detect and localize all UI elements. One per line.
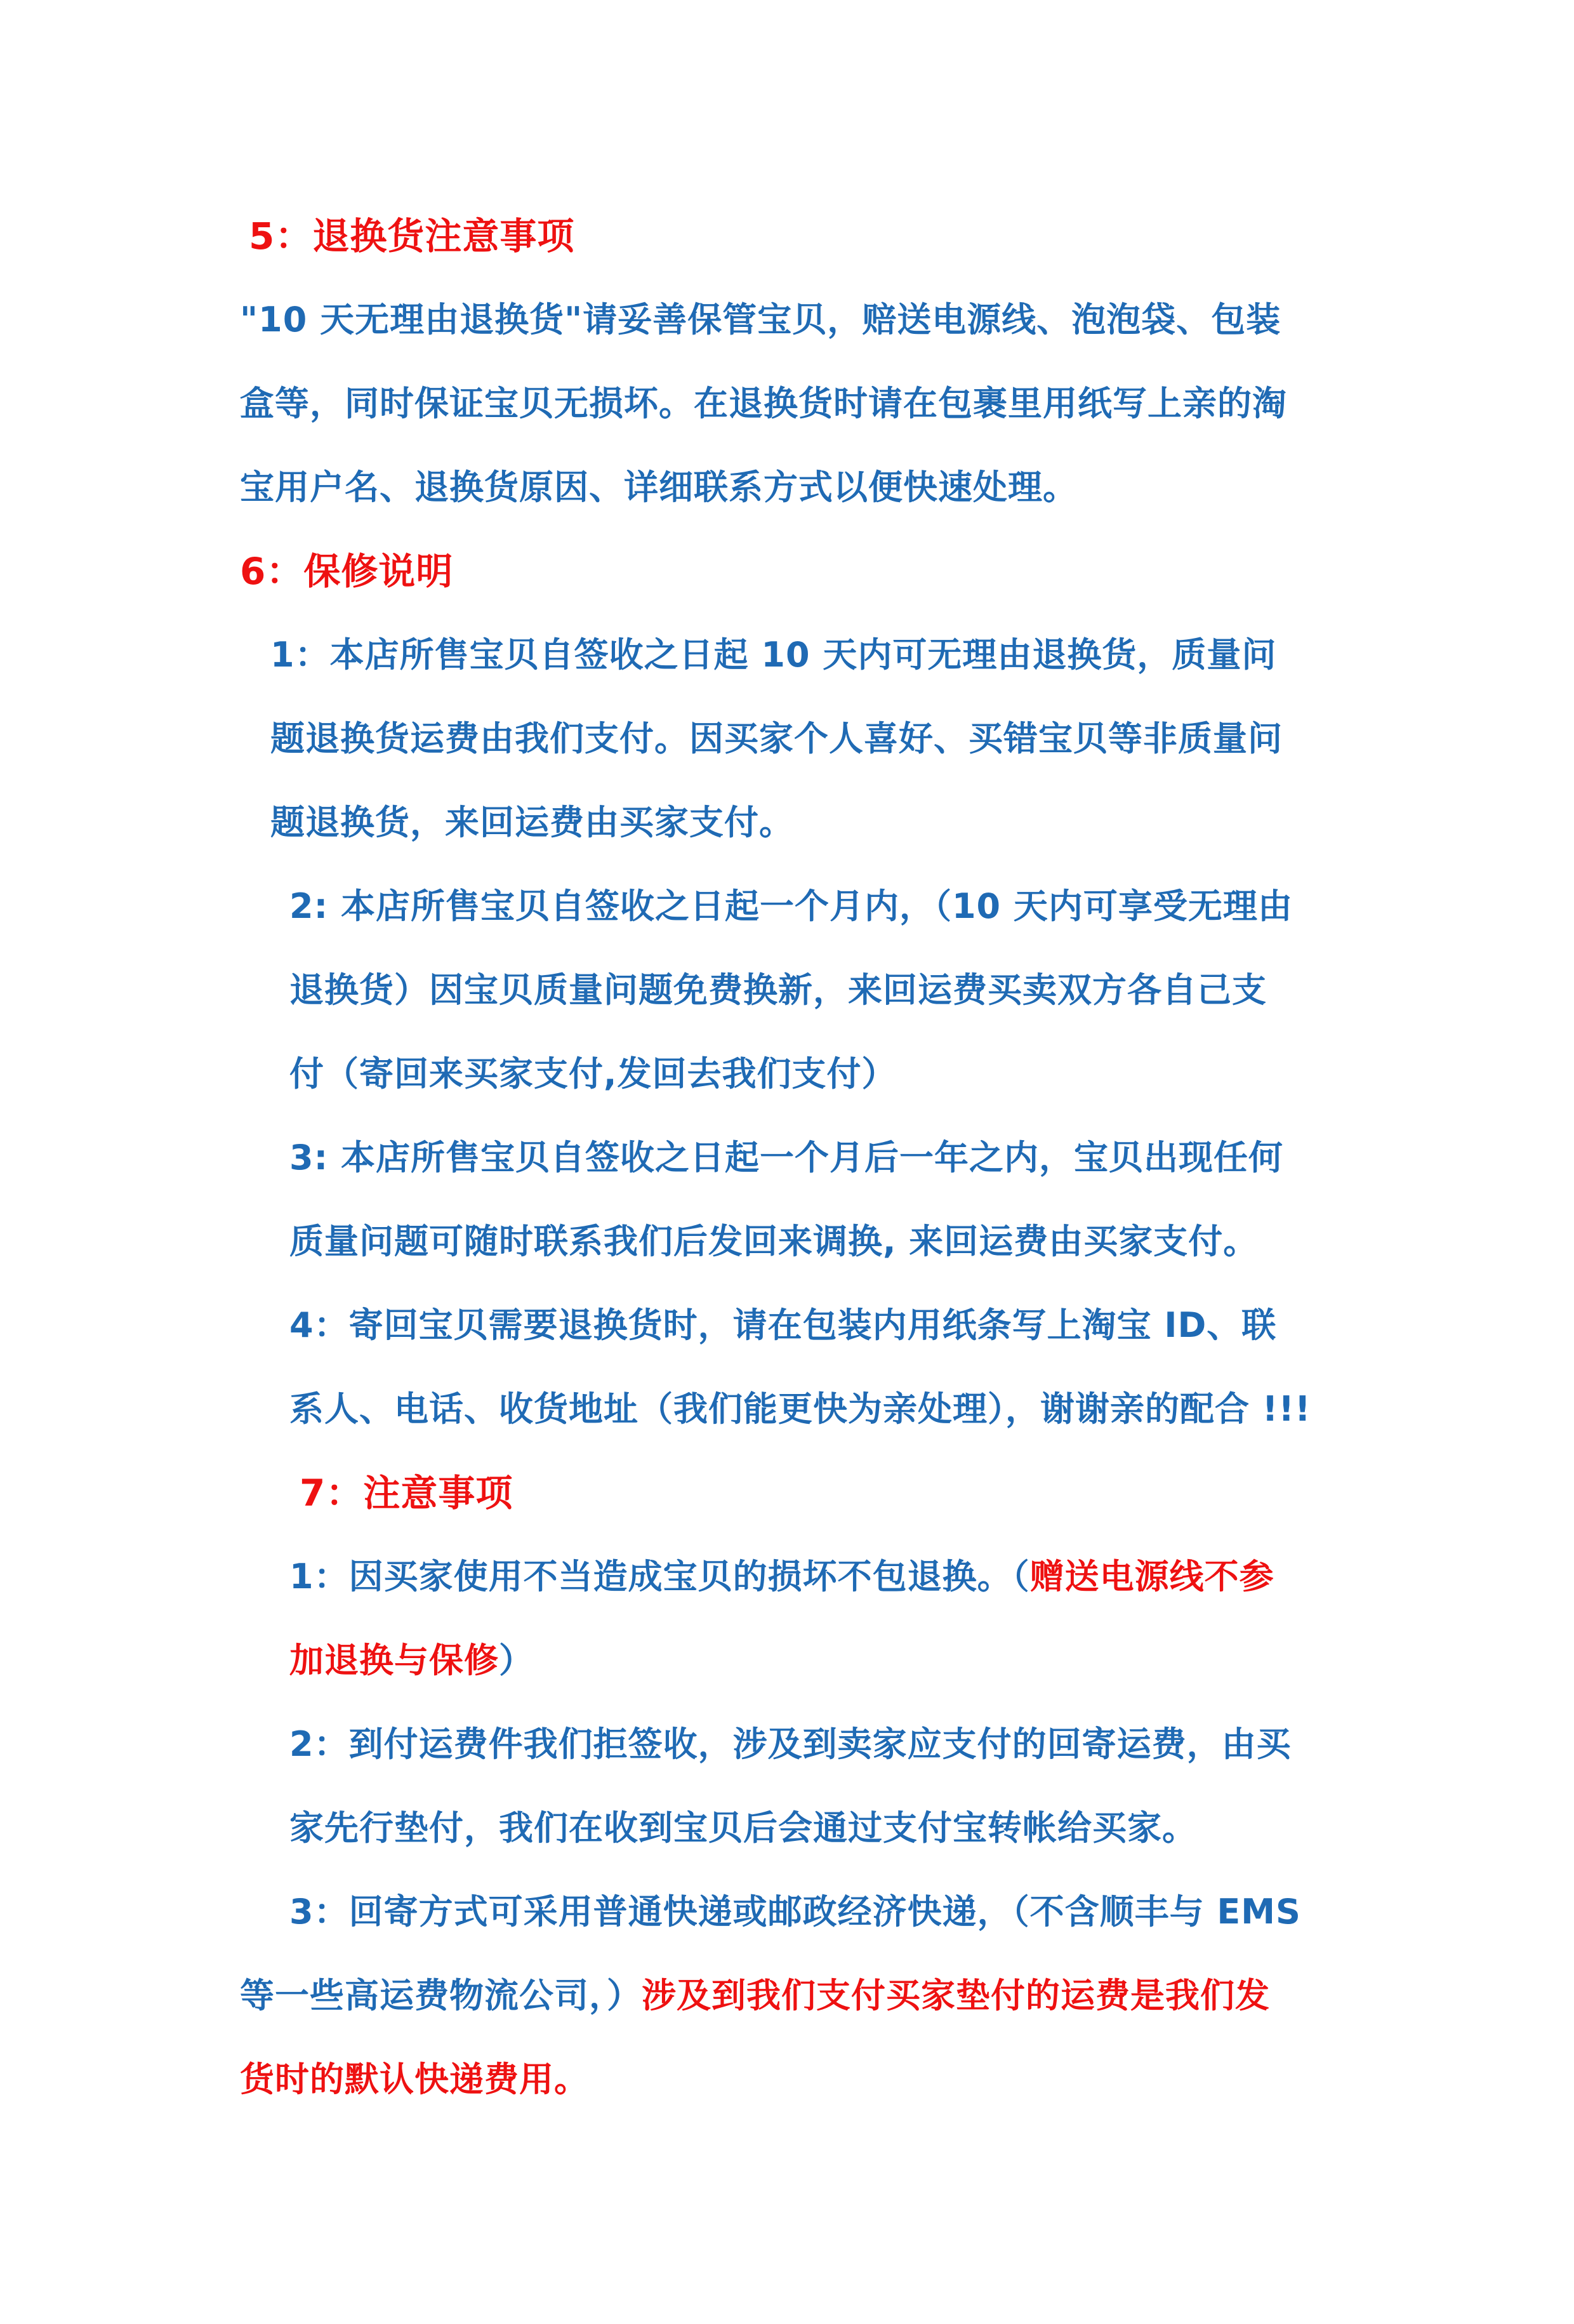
warranty-item-1-line: 1：本店所售宝贝自签收之日起 10 天内可无理由退换货，质量问 <box>270 635 1277 675</box>
warranty-item-3-line: 3: 本店所售宝贝自签收之日起一个月后一年之内，宝贝出现任何 <box>289 1138 1283 1178</box>
warranty-item-2-line: 付（寄回来买家支付,发回去我们支付） <box>289 1054 897 1094</box>
section-7-heading: 7：注意事项 <box>300 1471 513 1515</box>
warranty-item-2-line: 2: 本店所售宝贝自签收之日起一个月内，（10 天内可享受无理由 <box>289 886 1293 926</box>
notice-item-1-line <box>289 1554 1274 1600</box>
notice-item-3-line <box>240 1973 1270 2019</box>
notice-item-1-highlight: 赠送电源线不参 <box>1029 1557 1274 1597</box>
warranty-item-4-line: 系人、电话、收货地址（我们能更快为亲处理），谢谢亲的配合 !!! <box>289 1389 1311 1429</box>
notice-item-3-highlight: 涉及到我们支付买家垫付的运费是我们发 <box>642 1975 1270 2015</box>
warranty-item-1-line: 题退换货，来回运费由买家支付。 <box>270 802 794 842</box>
section-5-line: "10 天无理由退换货"请妥善保管宝贝，赔送电源线、泡泡袋、包装 <box>240 300 1281 340</box>
warranty-item-1-line: 题退换货运费由我们支付。因买家个人喜好、买错宝贝等非质量问 <box>270 719 1283 759</box>
notice-item-2-line: 2：到付运费件我们拒签收，涉及到卖家应支付的回寄运费，由买 <box>289 1724 1292 1764</box>
warranty-item-3-line: 质量问题可随时联系我们后发回来调换, 来回运费由买家支付。 <box>289 1221 1259 1261</box>
notice-item-3-text: 等一些高运费物流公司，） <box>240 1975 642 2015</box>
section-5-heading: 5：退换货注意事项 <box>249 215 575 258</box>
notice-item-2-line: 家先行垫付，我们在收到宝贝后会通过支付宝转帐给买家。 <box>289 1808 1197 1848</box>
section-5-line: 盒等，同时保证宝贝无损坏。在退换货时请在包裹里用纸写上亲的淘 <box>240 383 1287 423</box>
notice-item-1-text: 1：因买家使用不当造成宝贝的损坏不包退换。（ <box>289 1557 1030 1597</box>
warranty-item-2-line: 退换货）因宝贝质量问题免费换新，来回运费买卖双方各自己支 <box>289 970 1267 1010</box>
notice-item-1-highlight: 加退换与保修 <box>289 1640 499 1680</box>
section-6-heading: 6：保修说明 <box>240 550 454 593</box>
notice-item-1-text: ） <box>499 1640 534 1680</box>
notice-item-1-line <box>289 1638 534 1683</box>
notice-item-3-highlight: 货时的默认快递费用。 <box>240 2059 589 2099</box>
notice-item-3-line: 3：回寄方式可采用普通快递或邮政经济快递，（不含顺丰与 EMS <box>289 1892 1301 1932</box>
warranty-item-4-line: 4：寄回宝贝需要退换货时，请在包装内用纸条写上淘宝 ID、联 <box>289 1305 1277 1345</box>
section-5-line: 宝用户名、退换货原因、详细联系方式以便快速处理。 <box>240 467 1078 507</box>
